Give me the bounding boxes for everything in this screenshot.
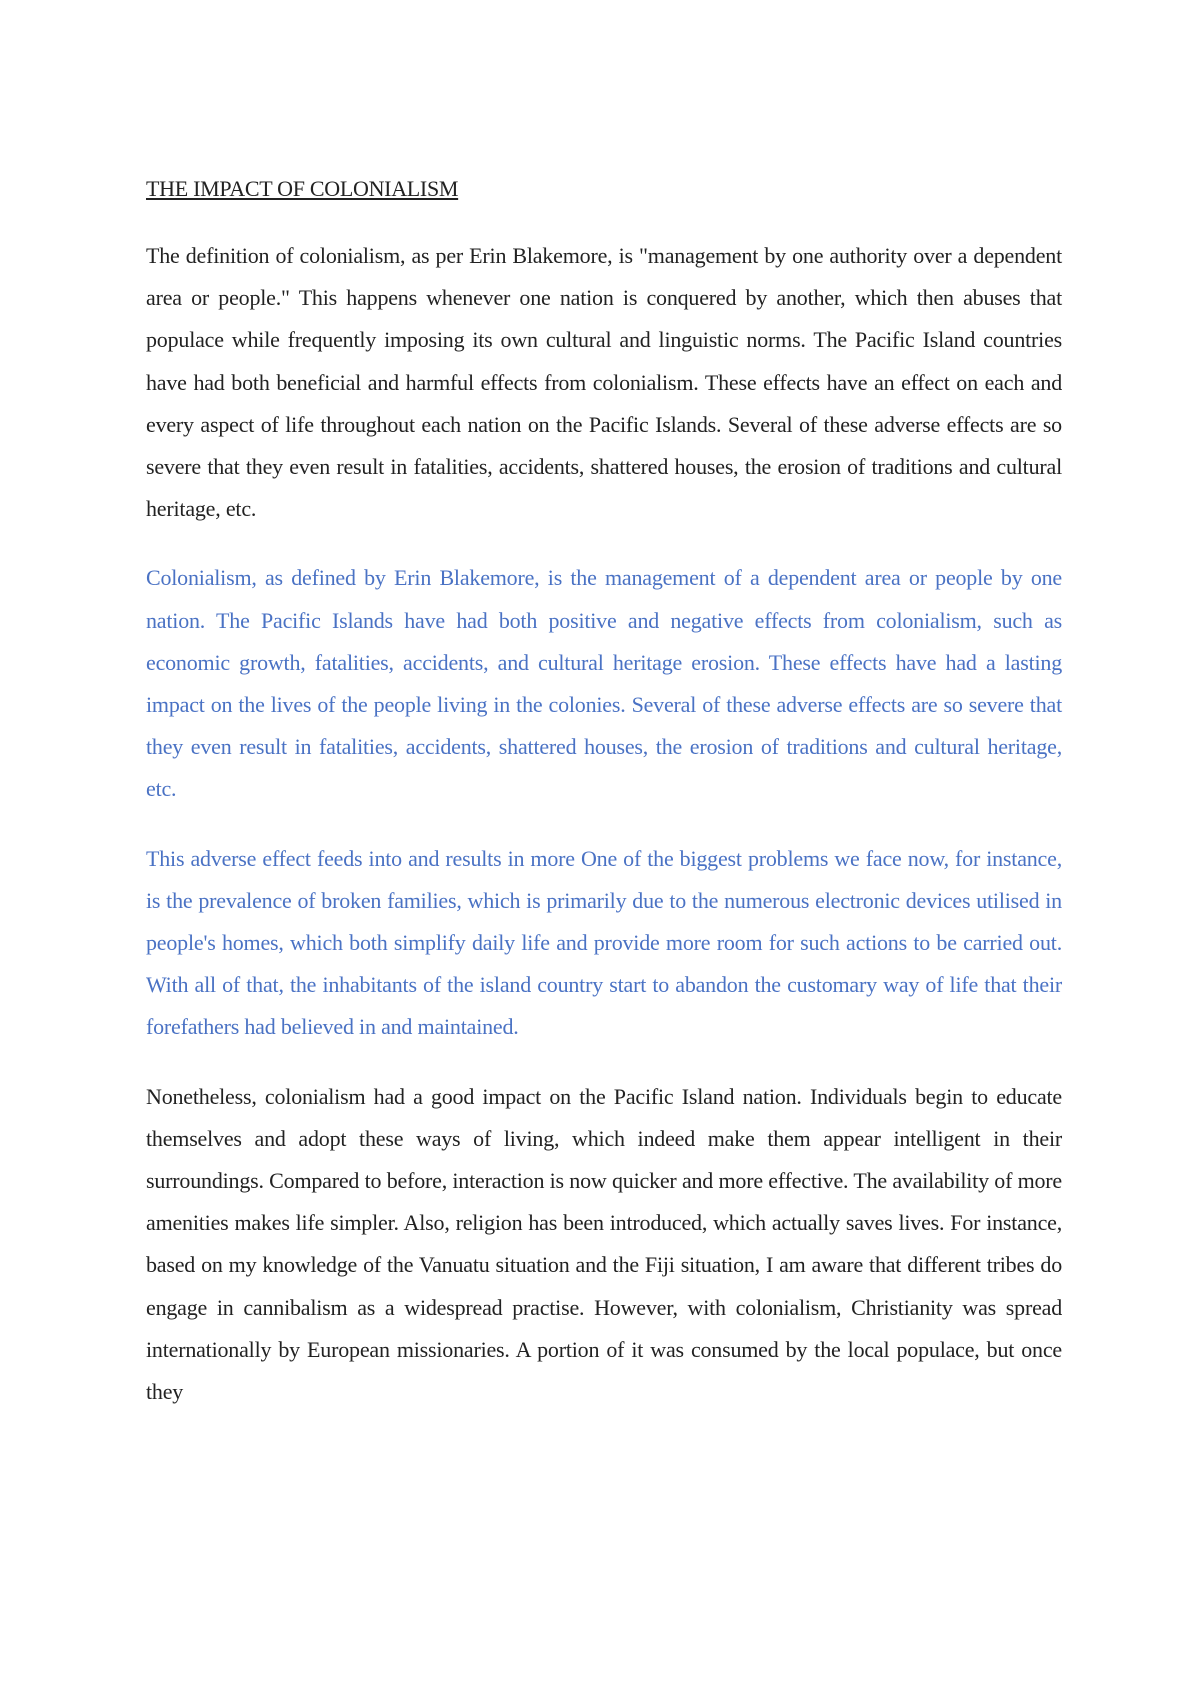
- paragraph-highlighted-summary: Colonialism, as defined by Erin Blakemore, is the management of a dependent area or people by one nation. The Pacific Islands have had both positive and negative effects from colonialism, such as economic growth, fatalities, accidents, and cultural heritage erosion. These effects have had a lasting impact on the lives of the people living in the colonies. Several of these adverse effects are so severe that they even result in fatalities, accidents, shattered houses, the erosion of traditions and cultural heritage, etc.: [146, 565, 1062, 802]
- paragraph-positive-impact: Nonetheless, colonialism had a good impact on the Pacific Island nation. Individuals begin to educate themselves and adopt these ways of living, which indeed make them appear intelligent in their surroundings. Compared to before, interaction is now quicker and more effective. The availability of more amenities makes life simpler. Also, religion has been introduced, which actually saves lives. For instance, based on my knowledge of the Vanuatu situation and the Fiji situation, I am aware that different tribes do engage in cannibalism as a widespread practise. However, with colonialism, Christianity was spread internationally by European missionaries. A portion of it was consumed by the local populace, but once they: [146, 1083, 1062, 1405]
- paragraph-highlighted-adverse-effects: This adverse effect feeds into and results in more One of the biggest problems we face now, for instance, is the prevalence of broken families, which is primarily due to the numerous electronic devices utilised in people's homes, which both simplify daily life and provide more room for such actions to be carried out. With all of that, the inhabitants of the island country start to abandon the customary way of life that their forefathers had believed in and maintained.: [146, 845, 1062, 1040]
- paragraph-definition: The definition of colonialism, as per Erin Blakemore, is "management by one authority over a dependent area or people." This happens whenever one nation is conquered by another, which then abuses that populace while frequently imposing its own cultural and linguistic norms. The Pacific Island countries have had both beneficial and harmful effects from colonialism. These effects have an effect on each and every aspect of life throughout each nation on the Pacific Islands. Several of these adverse effects are so severe that they even result in fatalities, accidents, shattered houses, the erosion of traditions and cultural heritage, etc.: [146, 243, 1062, 522]
- document-body: [146, 168, 1062, 1440]
- document-title: THE IMPACT OF COLONIALISM: [146, 176, 459, 201]
